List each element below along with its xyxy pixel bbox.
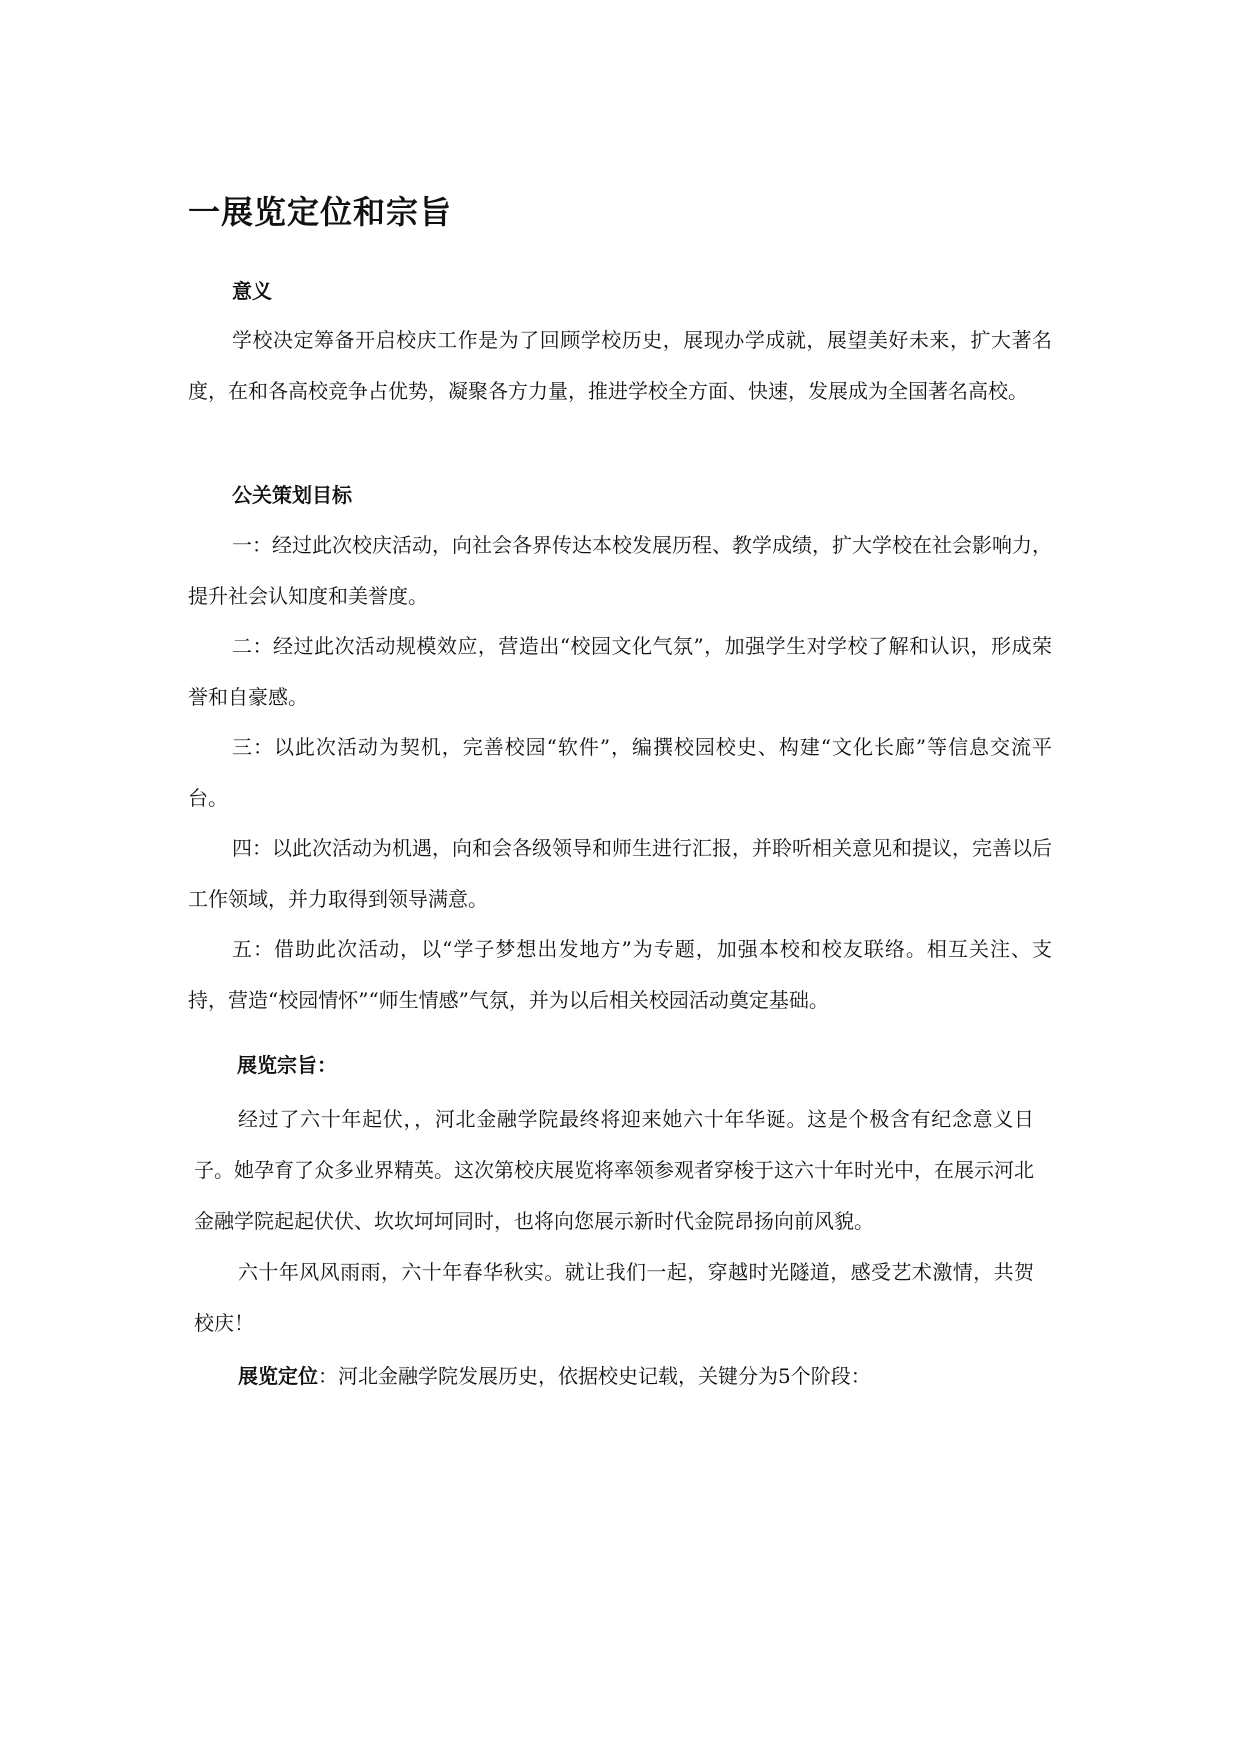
positioning-label: 展览定位 (238, 1364, 318, 1388)
positioning-text: ：河北金融学院发展历史，依据校史记载，关键分为5个阶段： (318, 1364, 871, 1388)
page-title: 一展览定位和宗旨 (188, 193, 453, 231)
goal-item-4: 四：以此次活动为机遇，向和会各级领导和师生进行汇报，并聆听相关意见和提议，完善以后工作领域，并力取得到领导满意。 (188, 836, 1052, 911)
section-heading-purpose: 展览宗旨： (237, 1053, 337, 1077)
goal-item-2: 二：经过此次活动规模效应，营造出“校园文化气氛”，加强学生对学校了解和认识，形成荣誉和自豪感。 (188, 634, 1052, 709)
goal-item-3: 三：以此次活动为契机，完善校园“软件”，编撰校园校史、构建“文化长廊”等信息交流平台。 (188, 735, 1052, 810)
positioning-paragraph (194, 1351, 1034, 1402)
goal-item-1: 一：经过此次校庆活动，向社会各界传达本校发展历程、教学成绩，扩大学校在社会影响力，提升社会认知度和美誉度。 (188, 533, 1052, 608)
section-heading-meaning: 意义 (232, 279, 272, 303)
section-heading-pr-goals: 公关策划目标 (232, 483, 352, 507)
purpose-paragraph-2: 六十年风风雨雨，六十年春华秋实。就让我们一起，穿越时光隧道，感受艺术激情，共贺校庆！ (194, 1260, 1034, 1335)
purpose-paragraph-1: 经过了六十年起伏，，河北金融学院最终将迎来她六十年华诞。这是个极含有纪念意义日子。她孕育了众多业界精英。这次第校庆展览将率领参观者穿梭于这六十年时光中，在展示河北金融学院起起伏伏、坎坎坷坷同时，也将向您展示新时代金院昂扬向前风貌。 (194, 1107, 1034, 1233)
goal-item-5: 五：借助此次活动，以“学子梦想出发地方”为专题，加强本校和校友联络。相互关注、支持，营造“校园情怀”“师生情感”气氛，并为以后相关校园活动奠定基础。 (188, 937, 1052, 1012)
meaning-paragraph: 学校决定筹备开启校庆工作是为了回顾学校历史，展现办学成就，展望美好未来，扩大著名度，在和各高校竞争占优势，凝聚各方力量，推进学校全方面、快速，发展成为全国著名高校。 (188, 328, 1052, 403)
